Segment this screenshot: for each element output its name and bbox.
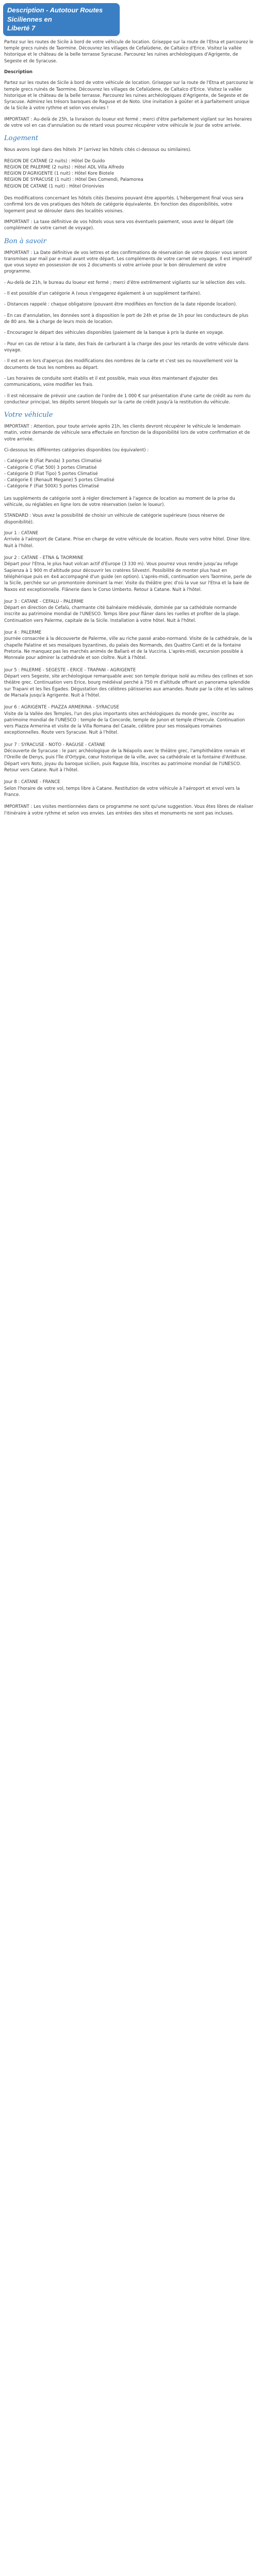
hotel-list <box>4 158 254 190</box>
content <box>0 36 258 825</box>
itinerary-day-title: Jour 5 : PALERME - SEGESTE - ERICE - TRAPANI - AGRIGENTE <box>4 667 136 673</box>
hotel-list-item: REGION D'AGRIGENTE (1 nuit) : Hôtel Kore Biotele <box>4 171 115 177</box>
itinerary-day-title: Jour 1 : CATANE <box>4 531 39 536</box>
itinerary-day-text: Départ en direction de Cefalù, charmante cité balnéaire médiévale, dominée par sa cathédrale normande inscrite au patrimoine mondial de l'UNESCO. Temps libre pour flâner dans les ruelles et profiter de la plage. Continuation vers Palerme, capitale de la Sicile. Installation à votre hôtel. Nuit à l'hôtel. <box>4 605 240 623</box>
itinerary-day-title: Jour 4 : PALERME <box>4 630 42 636</box>
logement-tax-note: IMPORTANT : La taxe définitive de vos hôtels vous sera vos éventuels paiement, vous avez le départ (de complément de votre carnet de voyage). <box>4 219 234 231</box>
itinerary-day <box>4 667 254 699</box>
description-paragraph: Partez sur les routes de Sicile à bord de votre véhicule de location. Griseppe sur la route de l'Etna et parcourez le temple grecs ruinés de Taormine. Découvrez les villages de Cefalùdene, de Caltaïco d'Erice. Visitez la vallée historique et le château de la belle terrasse. Parcourez les ruines archéologiques d'Agrigente, de Segeste et de Syracuse. Admirez les trésors baroques de Raguse et de Noto. Une invitation à goûter et à parfaitement unique de la Sicile à votre rythme et selon vos envies ! <box>4 80 253 111</box>
hotel-list-item: REGION DE CATANE (1 nuit) : Hôtel Orionivies <box>4 183 104 189</box>
page <box>0 0 258 825</box>
bon-savoir-paragraph: - Les horaires de conduite sont établis et il est possible, mais vous êtes maintenant d'ajouter des communications, voire modifier les frais. <box>4 376 218 388</box>
vehicle-category-list <box>4 458 254 490</box>
itinerary-day <box>4 779 254 798</box>
itinerary-day <box>4 742 254 774</box>
vehicule-paragraph: STANDARD : Vous avez la possibilité de choisir un véhicule de catégorie supérieure (sous réserve de disponibilité). <box>4 513 225 525</box>
itinerary-day-text: Journée consacrée à la découverte de Palerme, ville au riche passé arabo-normand. Visite de la cathédrale, de la chapelle Palatine et ses mosaïques byzantines, du palais des Normands, des Quattro Canti et de la fontaine Pretoria. Ne manquez pas les marchés animés de Ballarò et de la Vucciria. L'après-midi, excursion possible à Monreale pour admirer la cathédrale et son cloître. Nuit à l'hôtel. <box>4 636 252 661</box>
hotel-list-item: REGION DE CATANE (2 nuits) : Hôtel De Guido <box>4 158 105 164</box>
page-title-line2: Liberté 7 <box>7 24 36 32</box>
page-title-line1: Description - Autotour Routes Siciliennes en <box>7 6 103 23</box>
vehicule-paragraph: Ci-dessous les différentes catégories disponibles (ou équivalent) : <box>4 447 149 453</box>
section-title-bon-savoir: Bon à savoir <box>4 237 46 245</box>
itinerary-day <box>4 630 254 662</box>
logement-note: Des modifications concernant les hôtels cités (besoins pouvant être apportés. L'hébergement final vous sera confirmé lors de vos pratiques des hôtels de catégorie équivalente. En fonction des disponibilités, votre logement peut se dérouler dans des localités voisines. <box>4 196 244 214</box>
vehicle-category-item: - Catégorie B (Fiat Panda) 3 portes Climatisé <box>4 459 102 464</box>
bon-savoir-paragraph: - Au-delà de 21h, le bureau du loueur est fermé ; merci d'être extrêmement vigilants sur le sélection des vols. <box>4 280 246 285</box>
vehicle-category-item: - Catégorie E (Renault Megane) 5 portes Climatisé <box>4 478 115 483</box>
itinerary-day-title: Jour 7 : SYRACUSE - NOTO - RAGUSE - CATANE <box>4 742 106 748</box>
important-note: IMPORTANT : Au-delà de 25h, la livraison du loueur est fermé ; merci d'être parfaitement vigilant sur les horaires de votre vol en cas d'annulation ou de retard vous pourrez récupérer votre véhicule le jour de votre arrivée. <box>4 116 252 129</box>
bon-savoir-paragraph: - Pour en cas de retour à la date, des frais de carburant à la charge des pour les retards de votre véhicule dans voyage. <box>4 341 249 353</box>
itinerary-day-text: Départ vers Segeste, site archéologique remarquable avec son temple dorique isolé au milieu des collines et son théâtre grec. Continuation vers Erice, bourg médiéval perché à 750 m d'altitude offrant un panorama splendide sur Trapani et les îles Égades. Dégustation des célèbres pâtisseries aux amandes. Route par la côte et les salines de Marsala jusqu'à Agrigente. Nuit à l'hôtel. <box>4 673 253 698</box>
vehicle-category-item: - Catégorie C (Fiat 500) 3 portes Climatisé <box>4 465 97 470</box>
itinerary-day-title: Jour 8 : CATANE - FRANCE <box>4 779 60 785</box>
footer-note: IMPORTANT : Les visites mentionnées dans ce programme ne sont qu'une suggestion. Vous êtes libres de réaliser l'itinéraire à votre rythme et selon vos envies. Les entrées des sites et monuments ne sont pas incluses. <box>4 804 253 816</box>
itinerary-day <box>4 530 254 549</box>
hotel-list-item: REGION DE SYRACUSE (1 nuit) : Hôtel Des Comendi, Palamorea <box>4 177 143 183</box>
itinerary-day <box>4 704 254 736</box>
itinerary-day <box>4 599 254 624</box>
itinerary-day-text: Départ pour l'Etna, le plus haut volcan actif d'Europe (3 330 m). Vous pourrez vous rendre jusqu'au refuge Sapienza à 1 900 m d'altitude pour découvrir les cratères Silvestri. Possibilité de monter plus haut en téléphérique puis en 4x4 accompagné d'un guide (en option). L'après-midi, continuation vers Taormine, perle de la Sicile, perchée sur un promontoire dominant la mer. Visite du théâtre grec d'où la vue sur l'Etna et la baie de Naxos est exceptionnelle. Flânerie dans le Corso Umberto. Retour à Catane. Nuit à l'hôtel. <box>4 562 252 592</box>
bon-savoir-paragraph: IMPORTANT : La Date définitive de vos lettres et des confirmations de réservation de votre dossier vous seront transmises par mail par e-mail avant votre départ. Les compléments de votre carnet de voyages. Il est impératif que vous soyez en possession de vos 2 documents si votre arrivée pour le bon déroulement de votre programme. <box>4 250 252 275</box>
itinerary-day-title: Jour 3 : CATANE - CEFALU - PALERME <box>4 599 84 604</box>
title-banner <box>3 3 120 36</box>
vehicle-category-item: - Catégorie D (Fiat Tipo) 5 portes Climatisé <box>4 471 98 477</box>
intro-paragraph: Partez sur les routes de Sicile à bord de votre véhicule de location. Griseppe sur la route de l'Etna et parcourez le temple grecs ruinés de Taormine. Découvrez les villages de Cefalùdene, de Caltaïco d'Erice. Visitez la vallée historique et le château de la belle terrasse Syracuse. Parcourez les ruines archéologiques d'Agrigente, de Segeste et de Syracuse. <box>4 39 253 64</box>
hotel-list-item: REGION DE PALERME (2 nuits) : Hôtel ADL Villa Alfredo <box>4 164 124 170</box>
description-label: Description <box>4 69 33 75</box>
itinerary-day <box>4 555 254 593</box>
bon-savoir-paragraph: - Encouragez le départ des véhicules disponibles (paiement de la banque à pris la durée en voyage. <box>4 330 224 336</box>
bon-savoir-paragraph: - Distances rappelé : chaque obligatoire (pouvant être modifiées en fonction de la date réponde location). <box>4 302 237 308</box>
vehicule-paragraph: IMPORTANT : Attention, pour toute arrivée après 21h, les clients devront récupérer le véhicule le lendemain matin, votre demande de véhicule sera effectuée en fonction de la disponibilité lors de votre confirmation et de votre arrivée. <box>4 423 250 442</box>
logement-intro: Nous avons logé dans des hôtels 3* (arrivez les hôtels cités ci-dessous ou similaires). <box>4 147 191 153</box>
bon-savoir-paragraph: - En cas d'annulation, les données sont à disposition le port de 24h et prise de 1h pour les conducteurs de plus de 80 ans. Ne à charge de leurs mois de location. <box>4 313 249 325</box>
itinerary-day-text: Visite de la Vallée des Temples, l'un des plus importants sites archéologiques du monde grec, inscrite au patrimoine mondial de l'UNESCO : temple de la Concorde, temple de Junon et temple d'Hercule. Continuation vers Piazza Armerina et visite de la Villa Romana del Casale, célèbre pour ses mosaïques romaines exceptionnelles. Route vers Syracuse. Nuit à l'hôtel. <box>4 711 245 736</box>
itinerary-day-text: Découverte de Syracuse : le parc archéologique de la Néapolis avec le théâtre grec, l'amphithéâtre romain et l'Oreille de Denys, puis l'île d'Ortygie, cœur historique de la ville, avec sa cathédrale et la fontaine d'Aréthuse. Départ vers Noto, joyau du baroque sicilien, puis Raguse Ibla, inscrites au patrimoine mondial de l'UNESCO. Retour vers Catane. Nuit à l'hôtel. <box>4 749 247 773</box>
itinerary-day-title: Jour 6 : AGRIGENTE - PIAZZA ARMERINA - SYRACUSE <box>4 705 119 710</box>
bon-savoir-paragraph: - Il est nécessaire de prévoir une caution de l'ordre de 1 000 € sur présentation d'une carte de crédit au nom du conducteur principal, les dépôts seront bloqués sur la carte de crédit jusqu'à la restitution du véhicule. <box>4 393 251 405</box>
itinerary-day-title: Jour 2 : CATANE - ETNA & TAORMINE <box>4 555 84 561</box>
bon-savoir-paragraph: - Il est en en lors d'aperçus des modifications des nombres de la carte et c'est ses ou nouvellement voir la documents de tous les nombres au départ. <box>4 359 238 370</box>
itinerary-day-text: Arrivée à l'aéroport de Catane. Prise en charge de votre véhicule de location. Route vers votre hôtel. Diner libre. Nuit à l'hôtel. <box>4 537 251 549</box>
section-title-vehicule: Votre véhicule <box>4 411 53 419</box>
vehicle-category-item: - Catégorie F (Fiat 500X) 5 portes Climatisé <box>4 484 100 489</box>
itinerary-day-text: Selon l'horaire de votre vol, temps libre à Catane. Restitution de votre véhicule à l'aéroport et envol vers la France. <box>4 786 240 798</box>
section-title-logement: Logement <box>4 134 39 143</box>
vehicule-paragraph: Les suppléments de catégorie sont à régler directement à l'agence de location au moment de la prise du véhicule, ou réglables en ligne lors de votre réservation (selon le loueur). <box>4 496 235 508</box>
bon-savoir-paragraph: - Il est possible d'un catégorie A (vous s'engagerez également à un supplément tarifaire). <box>4 291 201 297</box>
